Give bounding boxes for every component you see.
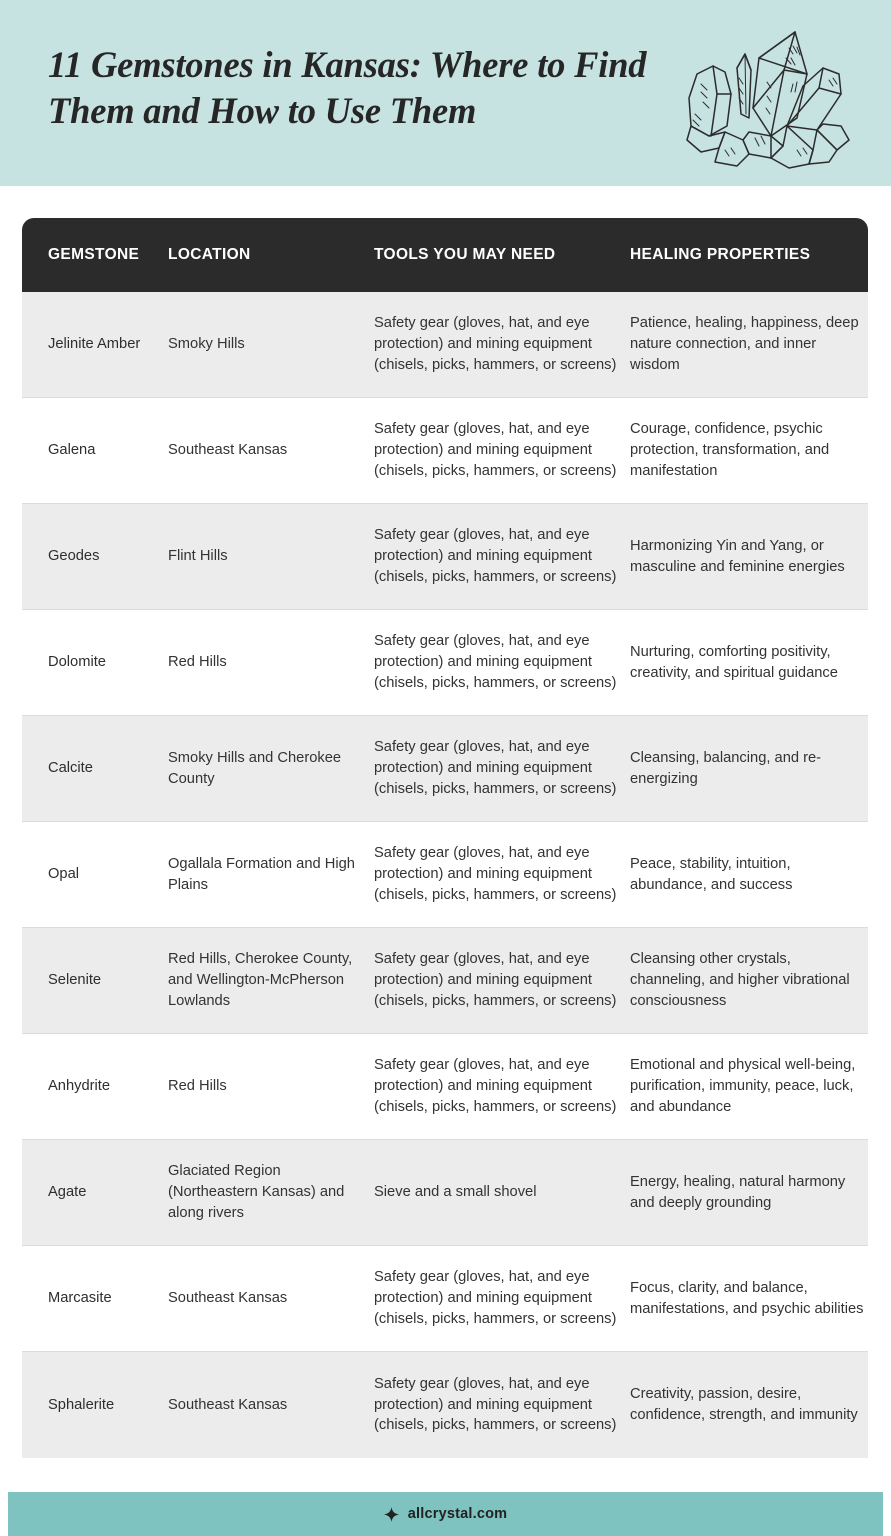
header-banner	[0, 0, 891, 186]
cell-gemstone: Sphalerite	[48, 1396, 115, 1413]
column-header-healing: HEALING PROPERTIES	[630, 246, 811, 263]
site-footer	[8, 1492, 883, 1536]
cell-tools: Safety gear (gloves, hat, and eye protection) and mining equipment (chisels, picks, hammers, or screens)	[374, 1269, 617, 1327]
cell-gemstone: Agate	[48, 1184, 87, 1201]
cell-location: Flint Hills	[168, 548, 228, 565]
column-header-gemstone: GEMSTONE	[48, 246, 140, 263]
cell-healing: Creativity, passion, desire, confidence, strength, and immunity	[630, 1386, 858, 1423]
crystal-cluster-illustration	[667, 22, 857, 170]
table-row	[22, 822, 868, 928]
cell-location: Red Hills	[168, 1078, 227, 1095]
cell-tools: Sieve and a small shovel	[374, 1184, 537, 1201]
table-row	[22, 1140, 868, 1246]
column-header-location: LOCATION	[168, 246, 251, 263]
cell-gemstone: Geodes	[48, 548, 100, 565]
cell-healing: Cleansing, balancing, and re-energizing	[630, 749, 822, 787]
cell-gemstone: Selenite	[48, 972, 102, 989]
table-row	[22, 610, 868, 716]
cell-gemstone: Jelinite Amber	[48, 336, 141, 353]
cell-location: Southeast Kansas	[168, 442, 288, 459]
cell-tools: Safety gear (gloves, hat, and eye protection) and mining equipment (chisels, picks, hammers, or screens)	[374, 315, 617, 373]
table-row	[22, 398, 868, 504]
table-body	[22, 292, 868, 1458]
cell-tools: Safety gear (gloves, hat, and eye protection) and mining equipment (chisels, picks, hammers, or screens)	[374, 421, 617, 479]
cell-tools: Safety gear (gloves, hat, and eye protection) and mining equipment (chisels, picks, hammers, or screens)	[374, 951, 617, 1009]
cell-tools: Safety gear (gloves, hat, and eye protection) and mining equipment (chisels, picks, hammers, or screens)	[374, 1057, 617, 1115]
cell-gemstone: Galena	[48, 442, 96, 459]
cell-healing: Peace, stability, intuition, abundance, and success	[630, 855, 793, 893]
cell-location: Red Hills	[168, 654, 227, 671]
cell-tools: Safety gear (gloves, hat, and eye protection) and mining equipment (chisels, picks, hammers, or screens)	[374, 739, 617, 797]
cell-healing: Cleansing other crystals, channeling, and higher vibrational consciousness	[630, 951, 850, 1009]
cell-location: Red Hills, Cherokee County, and Wellington-McPherson Lowlands	[168, 951, 353, 1009]
cell-healing: Energy, healing, natural harmony and deeply grounding	[630, 1173, 846, 1211]
cell-healing: Focus, clarity, and balance, manifestations, and psychic abilities	[630, 1279, 864, 1317]
cell-tools: Safety gear (gloves, hat, and eye protection) and mining equipment (chisels, picks, hammers, or screens)	[374, 1375, 617, 1434]
table-row	[22, 716, 868, 822]
cell-location: Smoky Hills	[168, 336, 245, 353]
cell-healing: Nurturing, comforting positivity, creativity, and spiritual guidance	[630, 643, 838, 681]
cell-location: Glaciated Region (Northeastern Kansas) and along rivers	[168, 1163, 345, 1221]
table-row	[22, 1034, 868, 1140]
cell-location: Southeast Kansas	[168, 1290, 288, 1307]
column-header-tools: TOOLS YOU MAY NEED	[374, 246, 556, 263]
site-url: allcrystal.com	[407, 1506, 508, 1522]
gemstone-table	[22, 218, 868, 1458]
page-title: 11 Gemstones in Kansas: Where to Find Them and How to Use Them	[48, 44, 647, 132]
cell-gemstone: Calcite	[48, 760, 93, 777]
cell-gemstone: Marcasite	[48, 1290, 112, 1307]
cell-location: Smoky Hills and Cherokee County	[168, 749, 342, 787]
cell-healing: Patience, healing, happiness, deep nature connection, and inner wisdom	[630, 315, 859, 373]
cell-location: Ogallala Formation and High Plains	[168, 855, 355, 893]
table-row	[22, 928, 868, 1034]
table-row	[22, 292, 868, 398]
cell-tools: Safety gear (gloves, hat, and eye protection) and mining equipment (chisels, picks, hammers, or screens)	[374, 527, 617, 585]
table-row	[22, 1352, 868, 1458]
cell-tools: Safety gear (gloves, hat, and eye protection) and mining equipment (chisels, picks, hammers, or screens)	[374, 633, 617, 691]
table-row	[22, 1246, 868, 1352]
cell-healing: Courage, confidence, psychic protection, transformation, and manifestation	[630, 421, 830, 479]
table-header-row	[22, 218, 868, 292]
cell-gemstone: Opal	[48, 866, 80, 883]
cell-tools: Safety gear (gloves, hat, and eye protection) and mining equipment (chisels, picks, hammers, or screens)	[374, 845, 617, 903]
cell-healing: Harmonizing Yin and Yang, or masculine and feminine energies	[630, 537, 845, 575]
cell-location: Southeast Kansas	[168, 1396, 288, 1413]
cell-gemstone: Anhydrite	[48, 1078, 111, 1095]
sparkle-icon	[384, 1507, 399, 1522]
cell-gemstone: Dolomite	[48, 654, 106, 671]
cell-healing: Emotional and physical well-being, purification, immunity, peace, luck, and abundance	[630, 1057, 856, 1115]
table-row	[22, 504, 868, 610]
